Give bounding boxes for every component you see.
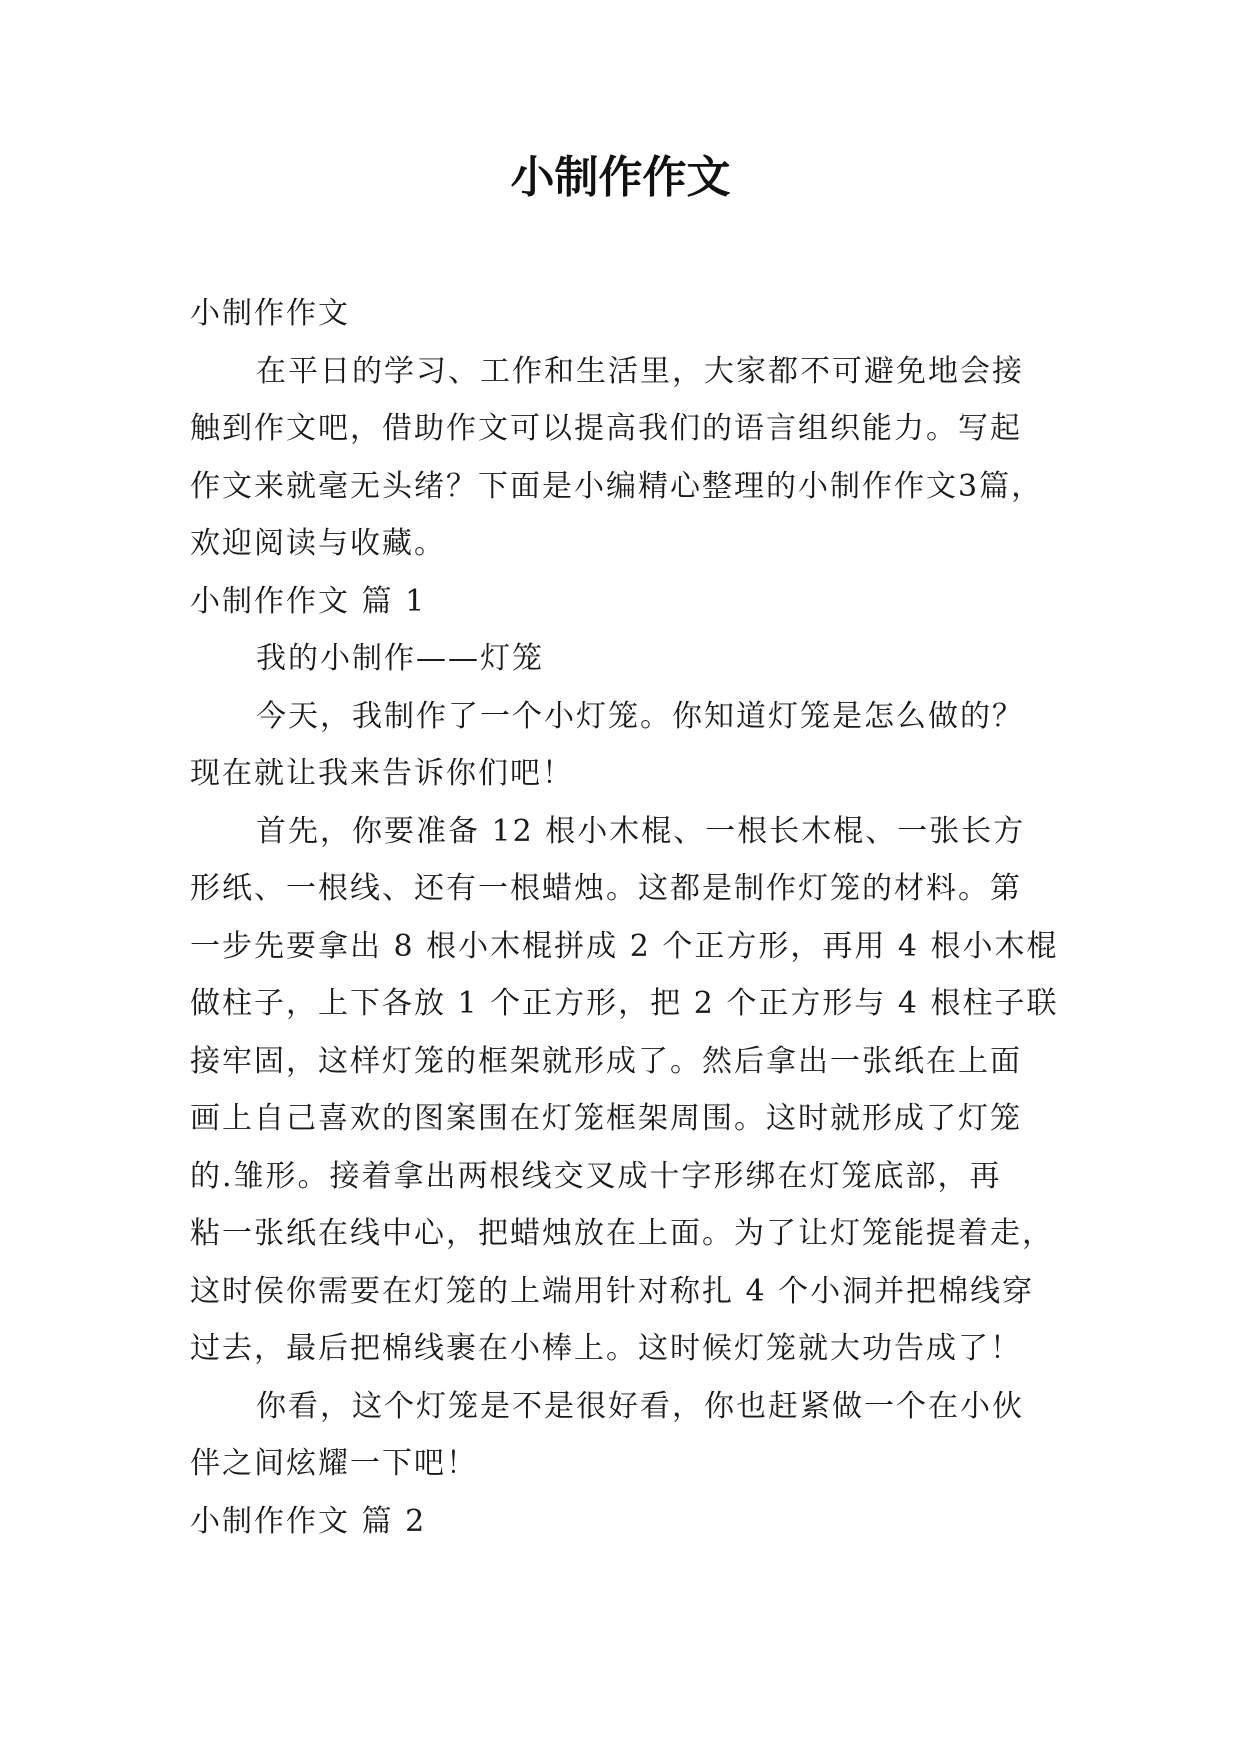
paragraph-line: 今天，我制作了一个小灯笼。你知道灯笼是怎么做的？ (256, 698, 1024, 734)
document-body (190, 285, 1070, 1550)
paragraph-line: 形纸、一根线、还有一根蜡烛。这都是制作灯笼的材料。第 (190, 871, 1022, 906)
paragraph-line: 欢迎阅读与收藏。 (190, 526, 446, 561)
section-heading: 小制作作文 篇 1 (190, 583, 427, 619)
paragraph-line: 一步先要拿出 8 根小木棍拼成 2 个正方形，再用 4 根小木棍 (190, 928, 1059, 964)
paragraph-line: 画上自己喜欢的图案围在灯笼框架周围。这时就形成了灯笼 (190, 1101, 1022, 1136)
section-heading: 小制作作文 篇 2 (190, 1503, 427, 1539)
paragraph-line: 粘一张纸在线中心，把蜡烛放在上面。为了让灯笼能提着走， (190, 1216, 1054, 1251)
paragraph-line: 过去，最后把棉线裹在小棒上。这时候灯笼就大功告成了！ (190, 1331, 1022, 1366)
paragraph-line: 这时侯你需要在灯笼的上端用针对称扎 4 个小洞并把棉线穿 (190, 1273, 1035, 1309)
paragraph-line: 做柱子，上下各放 1 个正方形，把 2 个正方形与 4 根柱子联 (190, 986, 1059, 1021)
paragraph-line: 现在就让我来告诉你们吧！ (190, 756, 574, 791)
paragraph-line: 作文来就毫无头绪？下面是小编精心整理的小制作作文3篇， (190, 468, 1044, 504)
document-title: 小制作作文 (510, 152, 731, 203)
essay-title-line: 我的小制作——灯笼 (256, 641, 544, 676)
paragraph-line: 触到作文吧，借助作文可以提高我们的语言组织能力。写起 (190, 411, 1022, 446)
paragraph-line: 的.雏形。接着拿出两根线交叉成十字形绑在灯笼底部，再 (190, 1158, 1002, 1194)
paragraph-line: 伴之间炫耀一下吧！ (190, 1446, 478, 1481)
paragraph-line: 你看，这个灯笼是不是很好看，你也赶紧做一个在小伙 (256, 1388, 1024, 1424)
paragraph-line: 首先，你要准备 12 根小木棍、一根长木棍、一张长方 (256, 813, 1026, 849)
paragraph-line: 在平日的学习、工作和生活里，大家都不可避免地会接 (256, 353, 1024, 389)
heading-line: 小制作作文 (190, 296, 350, 331)
paragraph-line: 接牢固，这样灯笼的框架就形成了。然后拿出一张纸在上面 (190, 1043, 1022, 1079)
